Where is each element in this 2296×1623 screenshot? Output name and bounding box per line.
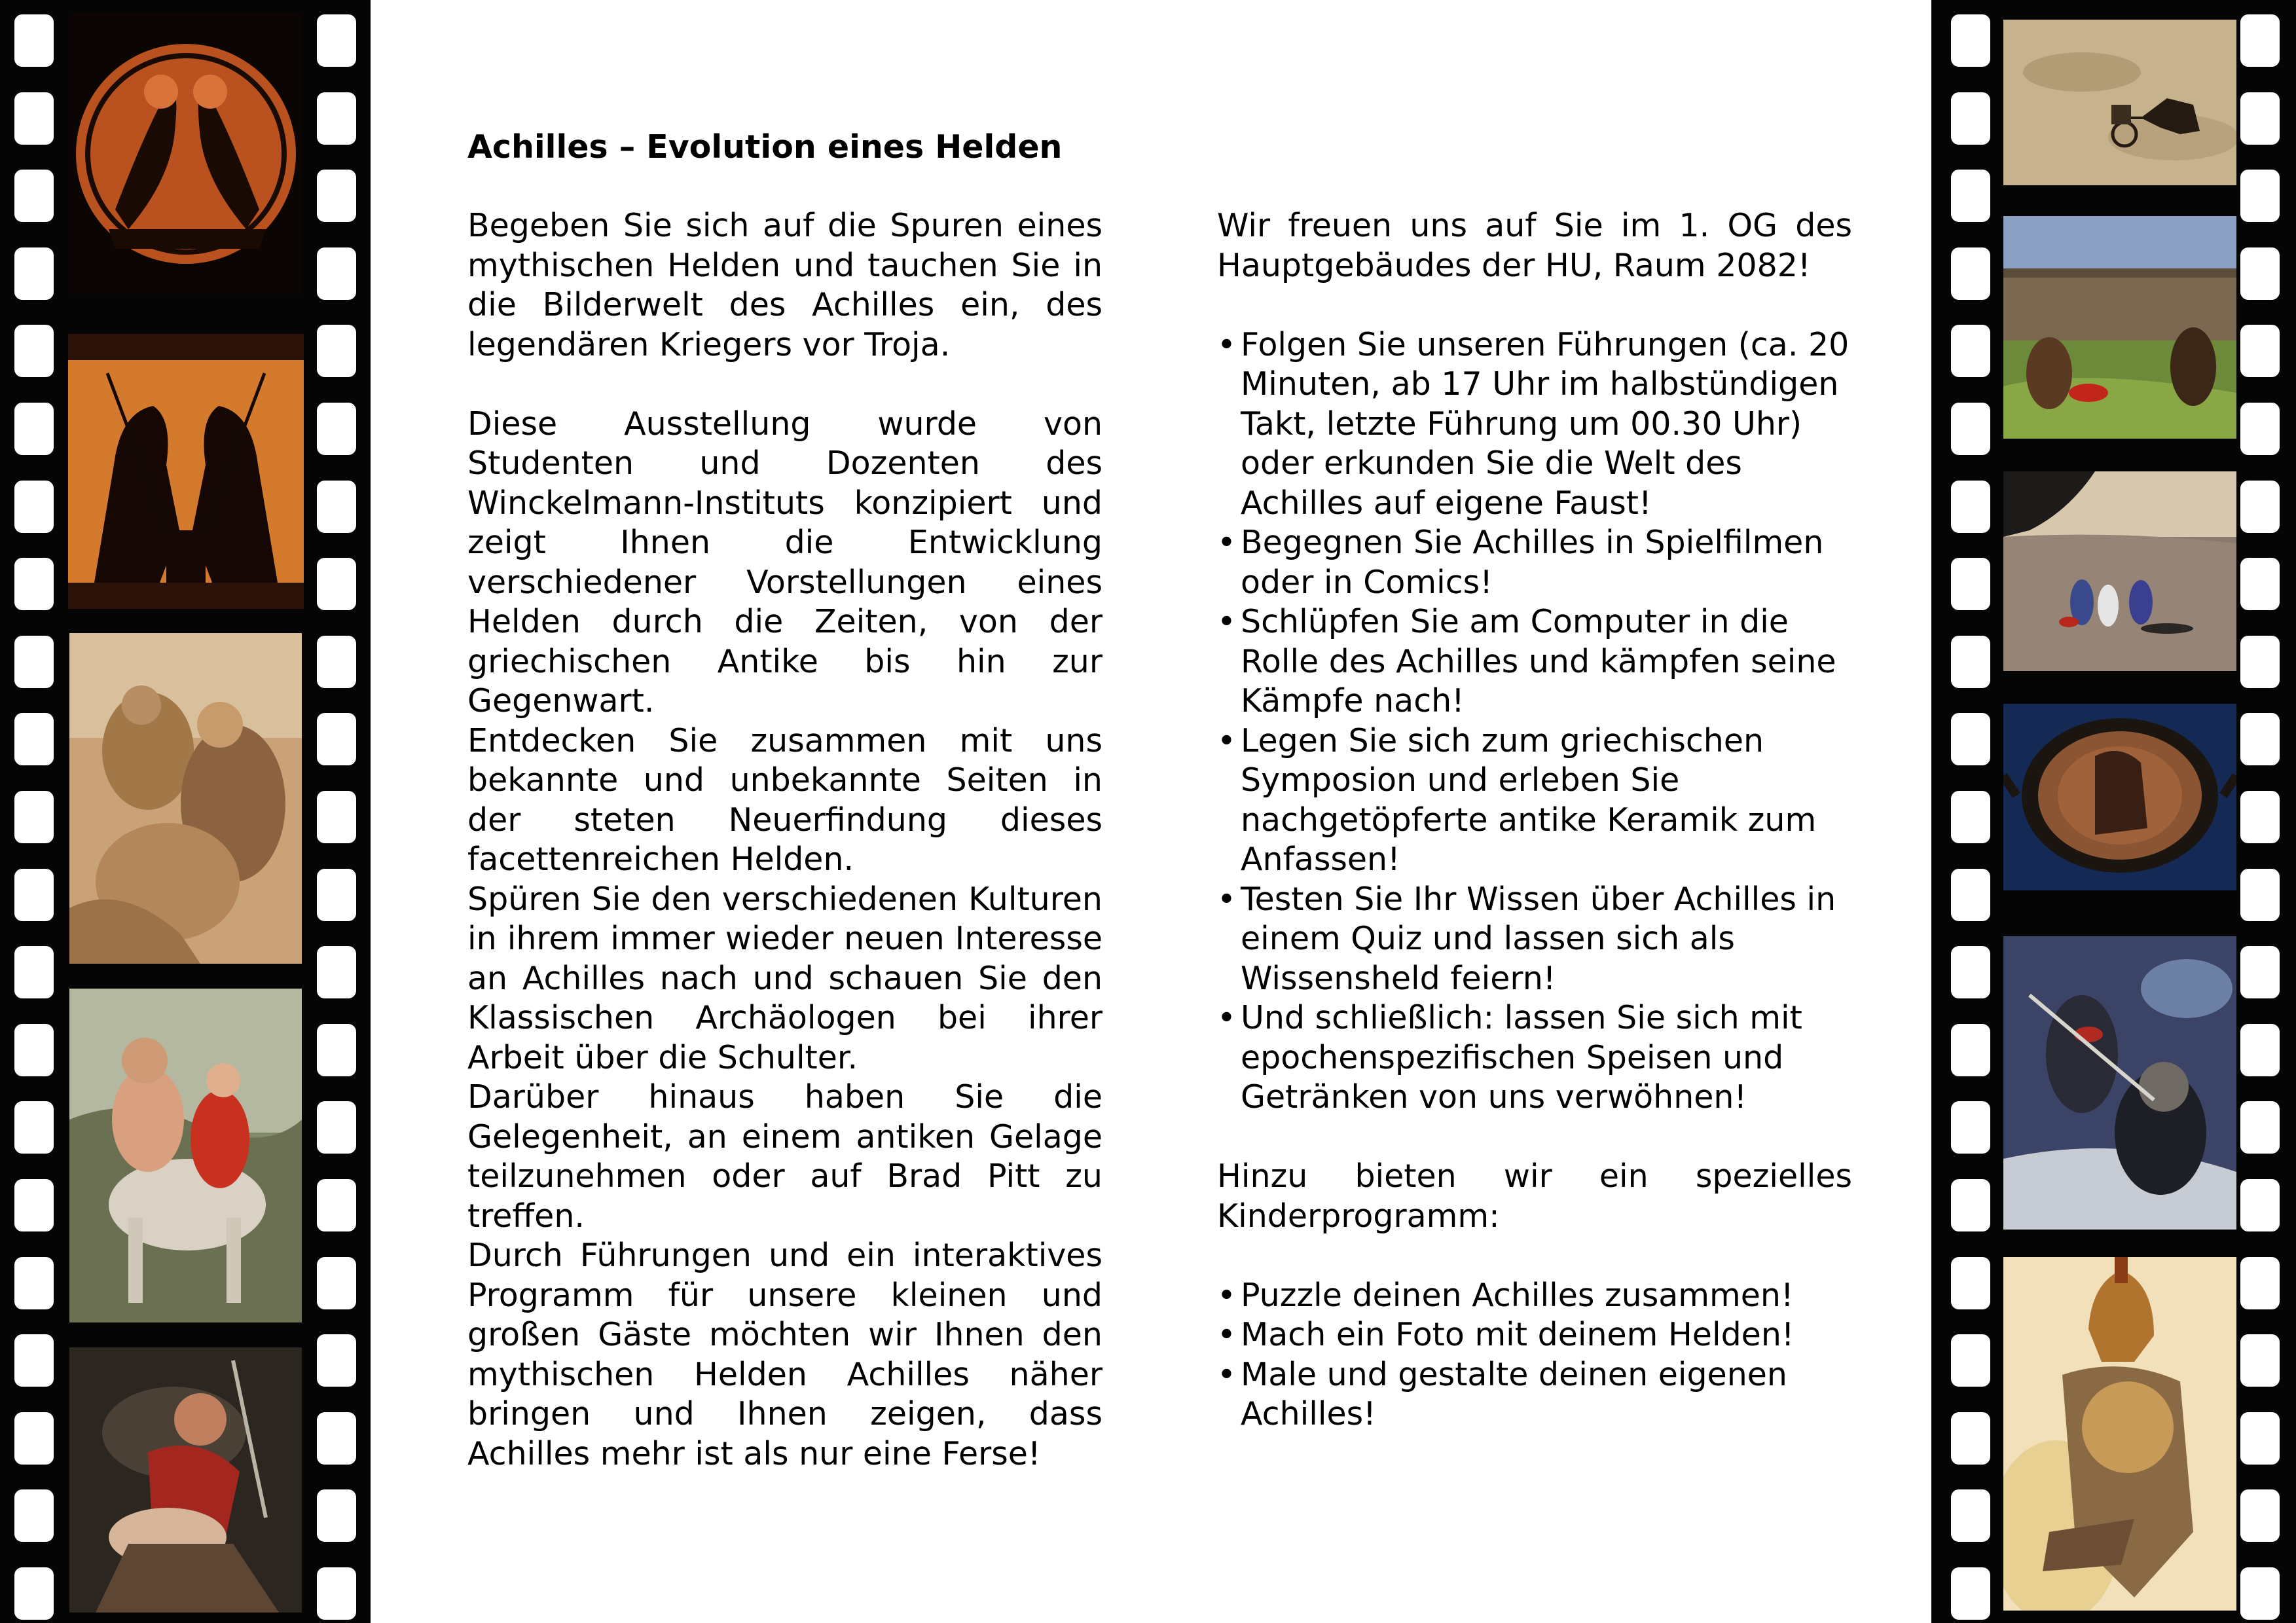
film-perforation-hole — [2240, 558, 2280, 610]
film-perforation-hole — [14, 1334, 54, 1387]
film-perforation-hole — [2240, 946, 2280, 998]
body-paragraph: Durch Führungen und ein interaktives Programm für unsere kleinen und großen Gäste möchten wir Ihnen den mythischen Helden Achilles näher bringen und Ihnen zeigen, dass Achilles mehr ist als nur eine Ferse! — [467, 1237, 1102, 1472]
film-perforation-hole — [14, 558, 54, 610]
film-perforation-hole — [317, 170, 356, 222]
film-perforation-hole — [317, 481, 356, 533]
comic-warriors-image — [2003, 936, 2236, 1230]
red-figure-tondo-image — [69, 13, 302, 295]
film-perforation-hole — [1951, 1567, 1990, 1620]
body-paragraph: Spüren Sie den verschiedenen Kulturen in ihrem immer wieder neuen Interesse an Achilles nach und schauen Sie den Klassischen Archäologen bei ihrer Arbeit über die Schulter. — [467, 880, 1102, 1076]
golden-warrior-image — [2003, 1257, 2236, 1611]
list-item: • Testen Sie Ihr Wissen über Achilles in einem Quiz und lassen sich als Wissensheld feiern! — [1217, 880, 1852, 999]
film-perforation-hole — [14, 1567, 54, 1620]
film-perforation-hole — [317, 247, 356, 300]
film-perforation-hole — [14, 481, 54, 533]
film-perforation-hole — [2240, 1024, 2280, 1076]
film-perforation-hole — [317, 558, 356, 610]
film-perforation-hole — [1951, 247, 1990, 300]
black-figure-amphora-image — [68, 334, 304, 609]
centaur-painting-image — [69, 989, 302, 1322]
film-perforation-hole — [317, 791, 356, 843]
film-perforation-hole — [317, 325, 356, 377]
video-game-scene-image — [2003, 471, 2236, 671]
film-perforation-hole — [317, 1334, 356, 1387]
film-perforation-hole — [2240, 791, 2280, 843]
film-perforation-hole — [2240, 1412, 2280, 1465]
battle-at-walls-image — [2003, 216, 2236, 439]
film-perforation-hole — [2240, 325, 2280, 377]
film-perforation-hole — [2240, 170, 2280, 222]
film-perforation-hole — [2240, 481, 2280, 533]
film-perforation-hole — [2240, 869, 2280, 921]
film-perforation-hole — [14, 403, 54, 455]
film-perforation-hole — [2240, 247, 2280, 300]
film-perforation-hole — [1951, 1257, 1990, 1309]
film-perforation-hole — [317, 946, 356, 998]
list-item: • Folgen Sie unseren Führungen (ca. 20 Minuten, ab 17 Uhr im halbstündigen Takt, letzte Führung um 00.30 Uhr) oder erkunden Sie die Welt des Achilles auf eigene Faust! — [1217, 325, 1852, 524]
fresco-painting-image — [69, 633, 302, 964]
film-perforation-hole — [1951, 481, 1990, 533]
film-perforation-hole — [2240, 1334, 2280, 1387]
film-perforation-column — [1951, 0, 1990, 1623]
film-perforation-hole — [1951, 1412, 1990, 1465]
body-paragraph: Darüber hinaus haben Sie die Gelegenheit, an einem antiken Gelage teilzunehmen oder auf Brad Pitt zu treffen. — [467, 1078, 1102, 1235]
film-perforation-hole — [14, 791, 54, 843]
film-perforation-hole — [2240, 713, 2280, 765]
film-perforation-hole — [2240, 1257, 2280, 1309]
film-perforation-hole — [14, 946, 54, 998]
film-perforation-hole — [14, 1024, 54, 1076]
film-perforation-hole — [1951, 1334, 1990, 1387]
right-text-column — [1217, 206, 1852, 1434]
film-perforation-hole — [2240, 1567, 2280, 1620]
film-perforation-hole — [2240, 92, 2280, 145]
film-perforation-hole — [1951, 14, 1990, 67]
intro-paragraph: Begeben Sie sich auf die Spuren eines mythischen Helden und tauchen Sie in die Bilderwelt des Achilles ein, des legendären Kriegers vor Troja. — [467, 207, 1102, 363]
film-perforation-hole — [317, 636, 356, 688]
left-text-column — [467, 206, 1102, 1474]
film-perforation-hole — [14, 1101, 54, 1154]
body-paragraph: Diese Ausstellung wurde von Studenten und Dozenten des Winckelmann-Instituts konzipiert und zeigt Ihnen die Entwicklung verschiedener Vorstellungen eines Helden durch die Zeiten, von der griechischen Antike bis hin zur Gegenwart. — [467, 405, 1102, 720]
film-perforation-hole — [2240, 1489, 2280, 1542]
film-perforation-hole — [1951, 1101, 1990, 1154]
film-perforation-column — [2240, 0, 2280, 1623]
film-perforation-hole — [1951, 170, 1990, 222]
film-perforation-hole — [1951, 946, 1990, 998]
left-film-strip — [0, 0, 371, 1623]
film-perforation-hole — [317, 1567, 356, 1620]
classical-warrior-painting-image — [69, 1347, 302, 1613]
film-perforation-hole — [317, 92, 356, 145]
film-perforation-hole — [317, 713, 356, 765]
film-perforation-hole — [14, 713, 54, 765]
kids-program-list — [1217, 1276, 1852, 1434]
film-perforation-hole — [2240, 1179, 2280, 1231]
film-perforation-hole — [317, 1179, 356, 1231]
film-perforation-hole — [1951, 558, 1990, 610]
list-item: • Legen Sie sich zum griechischen Symposion und erleben Sie nachgetöpferte antike Keramik zum Anfassen! — [1217, 721, 1852, 880]
page-title: Achilles – Evolution eines Helden — [467, 128, 1063, 166]
film-perforation-hole — [317, 1101, 356, 1154]
film-perforation-hole — [1951, 1179, 1990, 1231]
film-perforation-hole — [14, 636, 54, 688]
film-perforation-hole — [1951, 325, 1990, 377]
film-perforation-hole — [14, 247, 54, 300]
film-perforation-hole — [14, 1489, 54, 1542]
film-perforation-hole — [317, 869, 356, 921]
film-perforation-hole — [1951, 92, 1990, 145]
film-perforation-hole — [1951, 636, 1990, 688]
film-perforation-hole — [14, 869, 54, 921]
film-perforation-hole — [317, 1024, 356, 1076]
body-paragraph: Entdecken Sie zusammen mit uns bekannte und unbekannte Seiten in der steten Neuerfindung dieses facettenreichen Helden. — [467, 721, 1102, 878]
list-item: • Und schließlich: lassen Sie sich mit epochenspezifischen Speisen und Getränken von uns verwöhnen! — [1217, 998, 1852, 1118]
kylix-vase-image — [2003, 704, 2236, 890]
film-perforation-hole — [2240, 636, 2280, 688]
film-perforation-hole — [14, 1257, 54, 1309]
film-perforation-hole — [14, 1179, 54, 1231]
kids-program-intro: Hinzu bieten wir ein spezielles Kinderprogramm: — [1217, 1158, 1852, 1235]
film-perforation-column — [14, 0, 54, 1623]
list-item: • Schlüpfen Sie am Computer in die Rolle des Achilles und kämpfen seine Kämpfe nach! — [1217, 602, 1852, 721]
film-perforation-hole — [2240, 14, 2280, 67]
film-perforation-hole — [317, 403, 356, 455]
film-perforation-hole — [14, 1412, 54, 1465]
chariot-scene-image — [2003, 20, 2236, 185]
film-perforation-hole — [317, 1489, 356, 1542]
film-perforation-hole — [1951, 1489, 1990, 1542]
film-perforation-hole — [1951, 791, 1990, 843]
right-film-strip — [1931, 0, 2296, 1623]
film-perforation-hole — [1951, 403, 1990, 455]
film-perforation-hole — [2240, 1101, 2280, 1154]
film-perforation-hole — [1951, 869, 1990, 921]
film-perforation-hole — [317, 1412, 356, 1465]
list-item: • Mach ein Foto mit deinem Helden! — [1217, 1315, 1852, 1355]
film-perforation-column — [317, 0, 356, 1623]
film-perforation-hole — [317, 14, 356, 67]
film-perforation-hole — [1951, 1024, 1990, 1076]
film-perforation-hole — [1951, 713, 1990, 765]
program-list — [1217, 325, 1852, 1118]
film-perforation-hole — [14, 14, 54, 67]
film-perforation-hole — [14, 170, 54, 222]
list-item: • Begegnen Sie Achilles in Spielfilmen oder in Comics! — [1217, 523, 1852, 602]
film-perforation-hole — [14, 92, 54, 145]
venue-paragraph: Wir freuen uns auf Sie im 1. OG des Hauptgebäudes der HU, Raum 2082! — [1217, 207, 1852, 284]
film-perforation-hole — [2240, 403, 2280, 455]
film-perforation-hole — [317, 1257, 356, 1309]
list-item: • Puzzle deinen Achilles zusammen! — [1217, 1276, 1852, 1316]
list-item: • Male und gestalte deinen eigenen Achilles! — [1217, 1355, 1852, 1434]
film-perforation-hole — [14, 325, 54, 377]
